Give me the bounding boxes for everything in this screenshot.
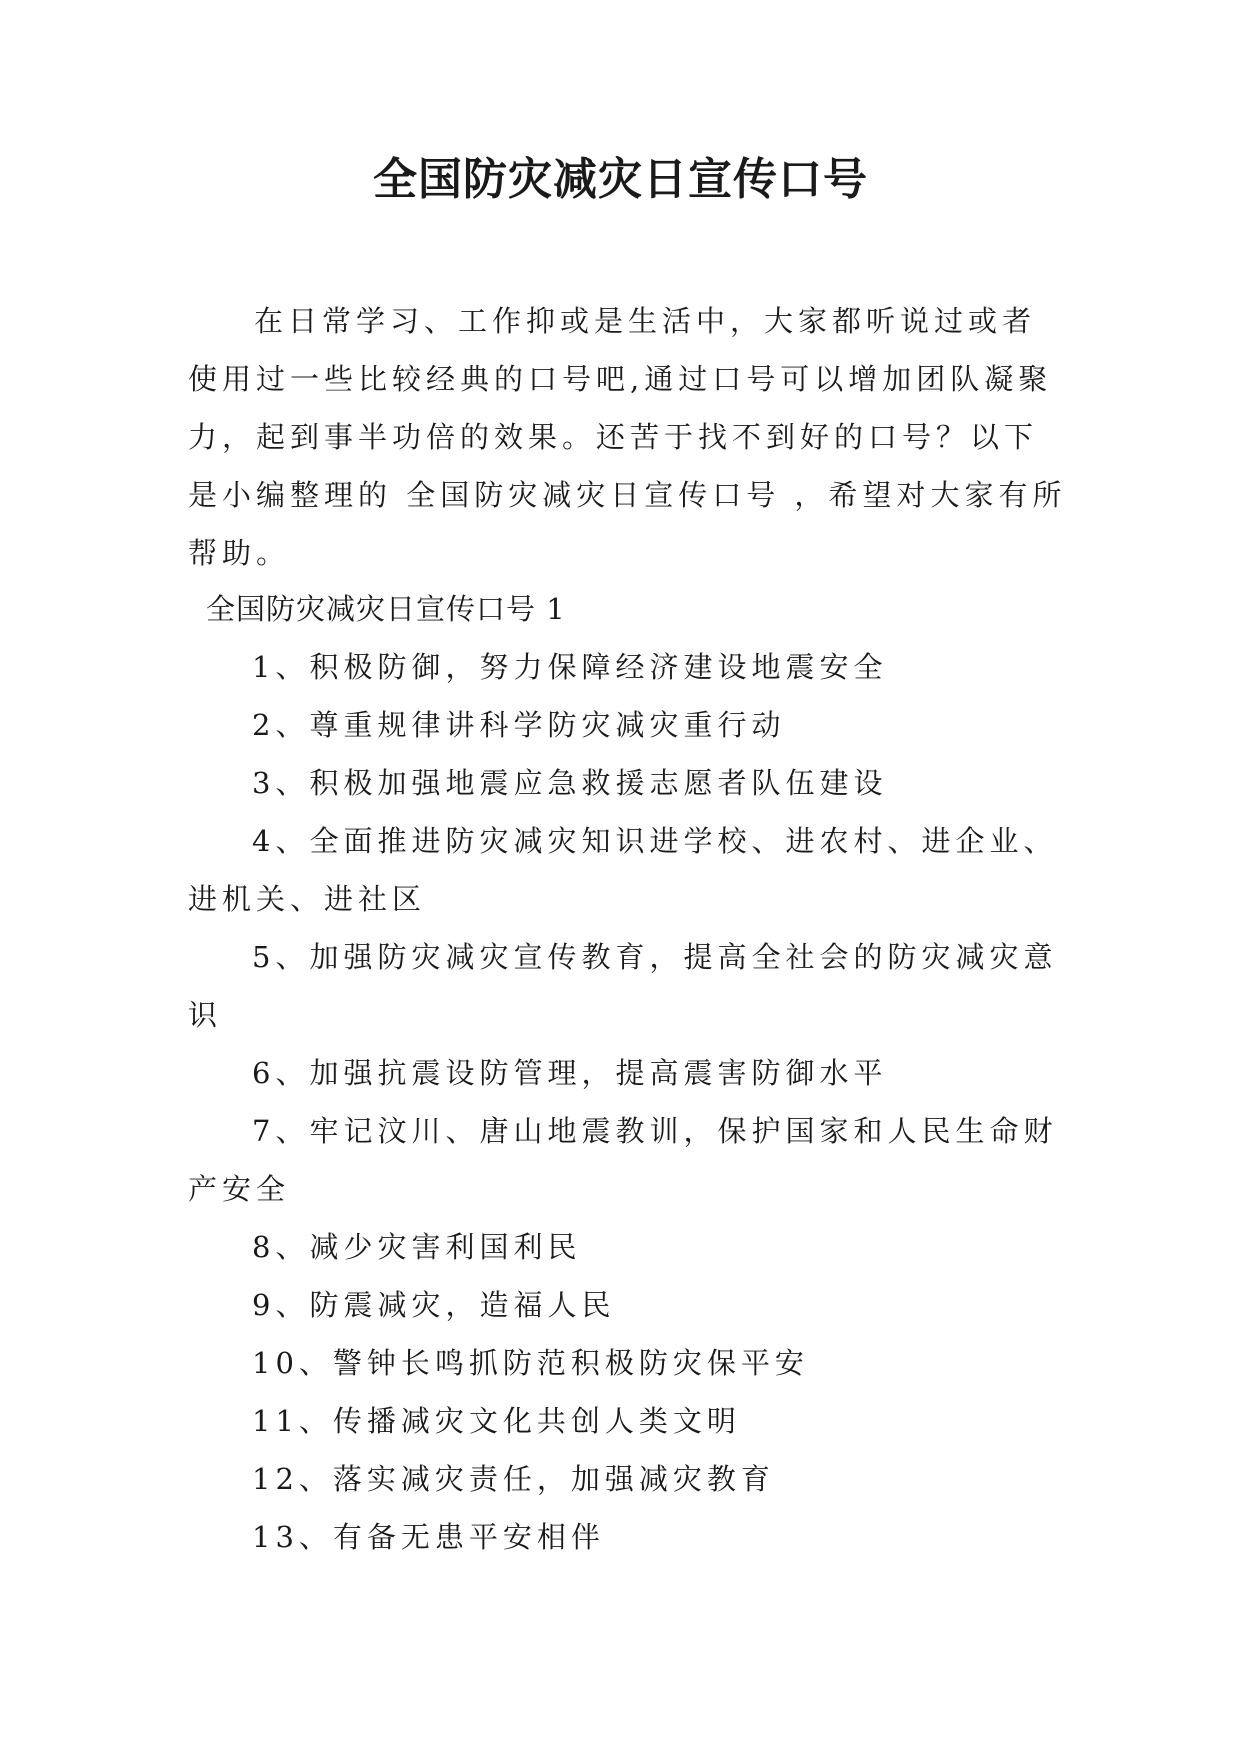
slogan-item: 13、有备无患平安相伴 (252, 1520, 605, 1554)
slogan-item: 2、尊重规律讲科学防灾减灾重行动 (252, 708, 786, 742)
document-title: 全国防灾减灾日宣传口号 (373, 154, 868, 205)
section-heading: 全国防灾减灾日宣传口号 1 (206, 592, 566, 626)
slogan-item: 6、加强抗震设防管理，提高震害防御水平 (252, 1056, 888, 1090)
slogan-item: 1、积极防御，努力保障经济建设地震安全 (252, 650, 888, 684)
slogan-item: 4、全面推进防灾减灾知识进学校、进农村、进企业、进机关、进社区 (188, 824, 1058, 916)
slogan-item: 11、传播减灾文化共创人类文明 (252, 1404, 741, 1438)
slogan-item: 8、减少灾害利国利民 (252, 1230, 582, 1264)
slogan-item: 12、落实减灾责任，加强减灾教育 (252, 1462, 775, 1496)
intro-paragraph: 在日常学习、工作抑或是生活中，大家都听说过或者使用过一些比较经典的口号吧,通过口号可以增加团队凝聚力，起到事半功倍的效果。还苦于找不到好的口号？以下是小编整理的 全国防灾减灾日宣传口号 ，希望对大家有所帮助。 (188, 304, 1067, 570)
slogan-item: 10、警钟长鸣抓防范积极防灾保平安 (252, 1346, 809, 1380)
slogan-list (188, 638, 1068, 1566)
slogan-item: 5、加强防灾减灾宣传教育，提高全社会的防灾减灾意识 (188, 940, 1058, 1032)
slogan-item: 9、防震减灾，造福人民 (252, 1288, 616, 1322)
slogan-item: 3、积极加强地震应急救援志愿者队伍建设 (252, 766, 888, 800)
slogan-item: 7、牢记汶川、唐山地震教训，保护国家和人民生命财产安全 (188, 1114, 1058, 1206)
